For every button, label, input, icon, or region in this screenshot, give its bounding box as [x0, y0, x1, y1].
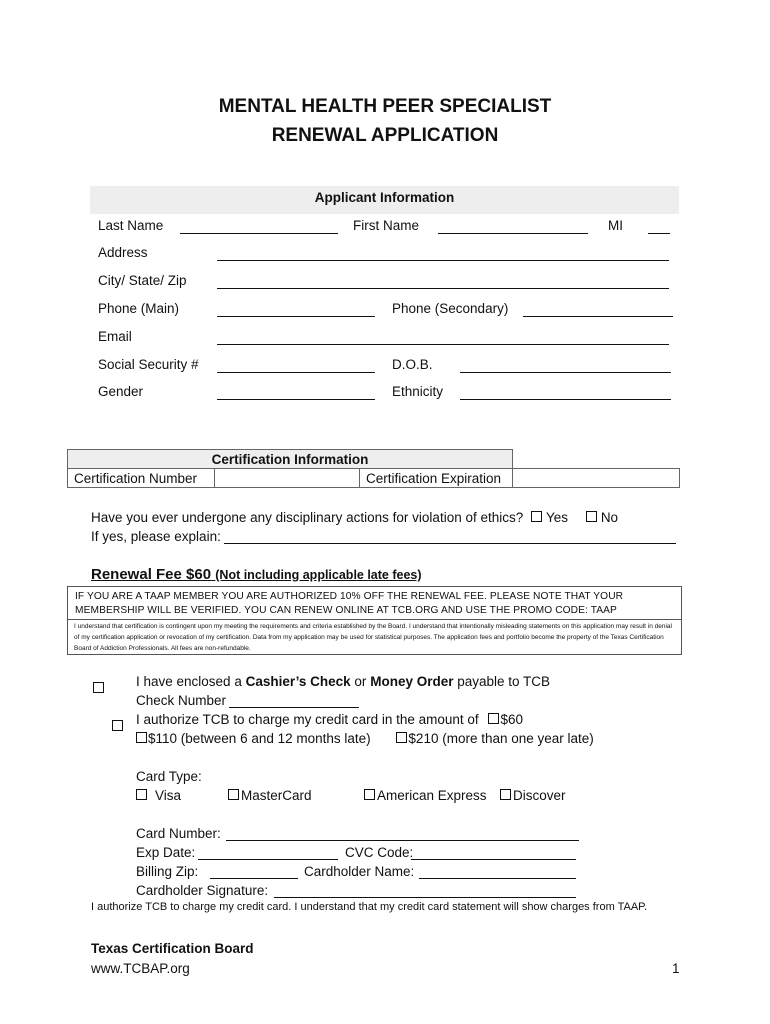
enclosed-payment-label — [136, 674, 550, 689]
cardholder-name-field[interactable] — [419, 878, 576, 879]
certification-expiration-label: Certification Expiration — [360, 469, 513, 488]
fee-box-divider — [68, 619, 681, 620]
amount-110-checkbox[interactable] — [136, 732, 147, 743]
ethics-question — [91, 510, 618, 525]
ethics-yes-checkbox[interactable] — [531, 511, 542, 522]
fee-notice-box — [67, 586, 682, 655]
amount-110-label: $110 (between 6 and 12 months late) — [148, 731, 371, 746]
email-label: Email — [98, 329, 132, 344]
page-number: 1 — [672, 961, 680, 976]
billing-zip-label: Billing Zip: — [136, 864, 199, 879]
first-name-label: First Name — [353, 218, 420, 233]
late-fee-options — [136, 731, 594, 746]
mastercard-label: MasterCard — [241, 788, 312, 803]
address-label: Address — [98, 245, 148, 260]
form-title-line1: MENTAL HEALTH PEER SPECIALIST — [218, 96, 552, 117]
taap-notice: IF YOU ARE A TAAP MEMBER YOU ARE AUTHORIZED 10% OFF THE RENEWAL FEE. PLEASE NOTE THAT YOUR MEMBERSHIP WILL BE VERIFIED. YOU CAN RENEW ONLINE AT TCB.ORG AND USE THE PROMO CODE: TAAP — [75, 591, 624, 616]
amount-210-checkbox[interactable] — [396, 732, 407, 743]
email-field[interactable] — [217, 344, 669, 345]
gender-field[interactable] — [217, 399, 375, 400]
mastercard-checkbox[interactable] — [228, 789, 239, 800]
last-name-label: Last Name — [98, 218, 164, 233]
card-type-discover — [500, 788, 566, 803]
card-type-amex — [364, 788, 487, 803]
authorize-charge-checkbox[interactable] — [112, 720, 123, 731]
dob-label: D.O.B. — [392, 357, 433, 372]
visa-label: Visa — [155, 788, 182, 803]
applicant-section-header — [90, 186, 679, 214]
certification-fine-print: I understand that certification is contingent upon my meeting the requirements and criteria established by the Board. I understand that intentionally misleading statements on this application may result in denial of my certification application or revocation of my certification. Data from my application may be used for statistical purposes. The application fees and portfolio become the property of the Texas Certification Board of Addiction Professionals. All fees are non-refundable. — [74, 623, 672, 652]
exp-date-field[interactable] — [198, 859, 338, 860]
renewal-fee-note: (Not including applicable late fees) — [215, 568, 422, 582]
card-type-visa — [136, 788, 181, 803]
ssn-field[interactable] — [217, 372, 375, 373]
city-state-zip-field[interactable] — [217, 288, 669, 289]
cvc-field[interactable] — [411, 859, 576, 860]
ethics-no-checkbox[interactable] — [586, 511, 597, 522]
enclosed-payment-checkbox[interactable] — [93, 682, 104, 693]
certification-number-field[interactable] — [215, 469, 360, 488]
enclosed-text: I have enclosed a — [136, 674, 242, 689]
amex-label: American Express — [377, 788, 487, 803]
check-number-label: Check Number — [136, 693, 227, 708]
cardholder-name-label: Cardholder Name: — [304, 864, 415, 879]
ethnicity-field[interactable] — [460, 399, 671, 400]
dob-field[interactable] — [460, 372, 671, 373]
charge-statement: I authorize TCB to charge my credit card. I understand that my credit card statement will show charges from TAAP. — [91, 901, 648, 913]
authorize-charge-label — [136, 712, 523, 727]
amount-210-label: $210 (more than one year late) — [408, 731, 594, 746]
or-text: or — [354, 674, 367, 689]
renewal-fee-heading — [91, 566, 422, 583]
renewal-fee-amount: Renewal Fee $60 — [91, 566, 212, 583]
amount-60-label: $60 — [500, 712, 523, 727]
footer-org: Texas Certification Board — [91, 941, 254, 956]
amount-60-checkbox[interactable] — [488, 713, 499, 724]
footer-url: www.TCBAP.org — [91, 961, 190, 976]
check-number-field[interactable] — [229, 707, 359, 708]
ethics-no-label: No — [600, 510, 619, 525]
amex-checkbox[interactable] — [364, 789, 375, 800]
card-type-label: Card Type: — [136, 769, 202, 784]
certification-expiration-field[interactable] — [513, 469, 680, 488]
phone-main-field[interactable] — [217, 316, 375, 317]
discover-label: Discover — [513, 788, 566, 803]
card-number-field[interactable] — [226, 840, 579, 841]
certification-number-label: Certification Number — [68, 469, 215, 488]
exp-date-label: Exp Date: — [136, 845, 196, 860]
applicant-header-text: Applicant Information — [314, 190, 455, 205]
mi-label: MI — [608, 218, 623, 233]
signature-field[interactable] — [274, 897, 576, 898]
address-field[interactable] — [217, 260, 669, 261]
card-number-label: Card Number: — [136, 826, 221, 841]
ethics-question-text: Have you ever undergone any disciplinary actions for violation of ethics? — [91, 510, 524, 525]
cvc-label: CVC Code: — [345, 845, 414, 860]
phone-secondary-label: Phone (Secondary) — [392, 301, 509, 316]
phone-main-label: Phone (Main) — [98, 301, 180, 316]
certification-table — [67, 449, 680, 488]
form-title-line2: RENEWAL APPLICATION — [271, 125, 499, 146]
mi-field[interactable] — [648, 233, 670, 234]
phone-secondary-field[interactable] — [523, 316, 673, 317]
ethnicity-label: Ethnicity — [392, 384, 444, 399]
signature-label: Cardholder Signature: — [136, 883, 269, 898]
first-name-field[interactable] — [438, 233, 588, 234]
payable-text: payable to TCB — [457, 674, 551, 689]
gender-label: Gender — [98, 384, 144, 399]
city-state-zip-label: City/ State/ Zip — [98, 273, 187, 288]
last-name-field[interactable] — [180, 233, 338, 234]
discover-checkbox[interactable] — [500, 789, 511, 800]
billing-zip-field[interactable] — [210, 878, 298, 879]
authorize-charge-text: I authorize TCB to charge my credit card in the amount of — [136, 712, 479, 727]
card-type-mastercard — [228, 788, 312, 803]
certification-header: Certification Information — [68, 450, 513, 469]
ethics-yes-label: Yes — [546, 510, 569, 525]
visa-checkbox[interactable] — [136, 789, 147, 800]
ssn-label: Social Security # — [98, 357, 199, 372]
ethics-explain-label: If yes, please explain: — [91, 529, 221, 544]
ethics-explain-field[interactable] — [224, 543, 676, 544]
money-order-text: Money Order — [370, 674, 454, 689]
cashiers-check-text: Cashier’s Check — [245, 674, 351, 689]
